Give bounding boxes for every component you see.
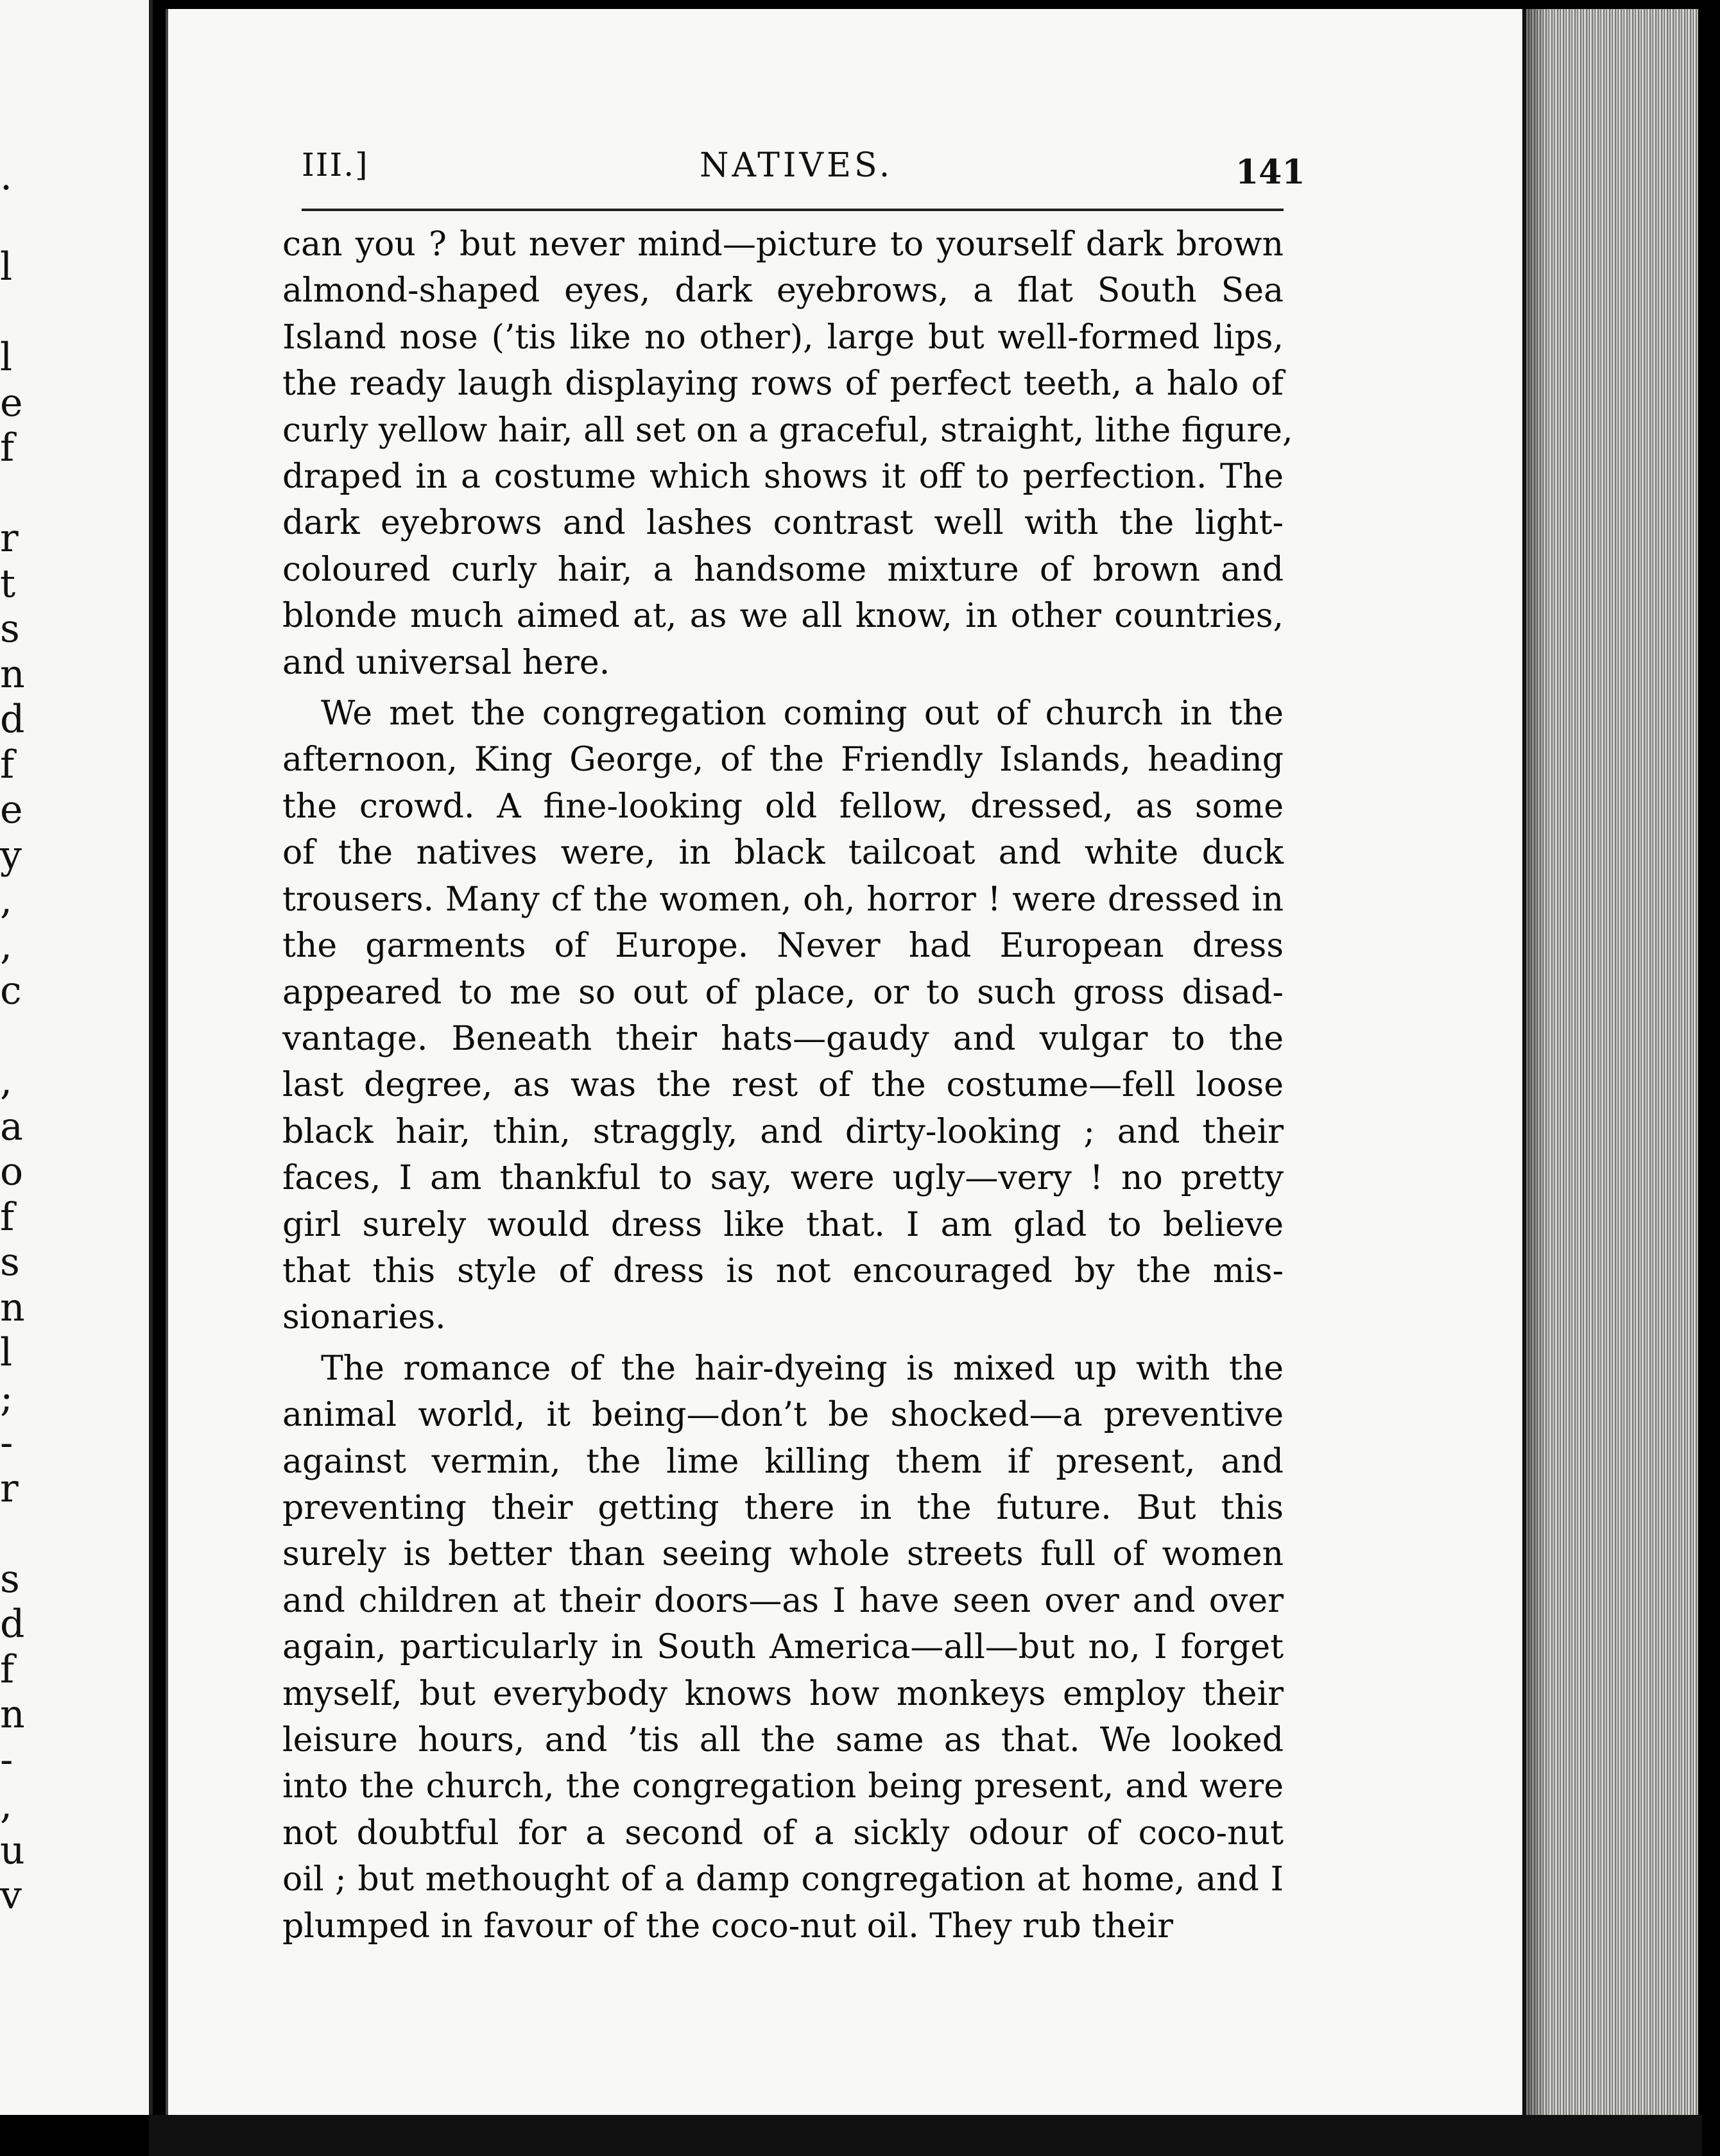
- text-line: the ready laugh displaying rows of perfect teeth, a halo of: [282, 364, 1284, 404]
- text-line: sionaries.: [282, 1298, 446, 1337]
- text-line: faces, I am thankful to say, were ugly—very ! no pretty: [282, 1159, 1284, 1198]
- text-line: surely is better than seeing whole streets full of women: [282, 1535, 1284, 1574]
- text-line: curly yellow hair, all set on a graceful, straight, lithe figure,: [282, 411, 1293, 450]
- text-line: trousers. Many cf the women, oh, horror ! were dressed in: [282, 880, 1284, 919]
- paragraph-3: [282, 1346, 1284, 1949]
- text-line: afternoon, King George, of the Friendly Islands, heading: [282, 740, 1284, 780]
- text-line: appeared to me so out of place, or to such gross disad-: [282, 973, 1284, 1012]
- text-line: oil ; but methought of a damp congregation at home, and I: [282, 1860, 1284, 1899]
- previous-page-fragment: [0, 0, 153, 2115]
- text-line: again, particularly in South America—all—but no, I forget: [282, 1628, 1284, 1667]
- page-fore-edge: [1522, 9, 1698, 2133]
- text-line: not doubtful for a second of a sickly odour of coco-nut: [282, 1813, 1284, 1852]
- fore-edge-shadow: [1522, 9, 1548, 2133]
- text-line: black hair, thin, straggly, and dirty-looking ; and their: [282, 1112, 1284, 1151]
- text-line: draped in a costume which shows it off to perfection. The: [282, 458, 1284, 497]
- page-number: 141: [1235, 153, 1305, 192]
- running-title: NATIVES.: [700, 146, 893, 185]
- text-line: almond-shaped eyes, dark eyebrows, a flat South Sea: [282, 271, 1284, 311]
- text-line: girl surely would dress like that. I am glad to believe: [282, 1205, 1284, 1244]
- text-line: of the natives were, in black tailcoat and white duck: [282, 834, 1284, 873]
- text-line: the crowd. A fine-looking old fellow, dressed, as some: [282, 787, 1284, 826]
- text-line: The romance of the hair-dyeing is mixed up with the: [321, 1349, 1284, 1388]
- body-text: [282, 221, 1293, 1954]
- text-line: leisure hours, and ’tis all the same as that. We looked: [282, 1721, 1284, 1759]
- scan-bottom-border: [149, 2115, 1702, 2156]
- text-line: Island nose (’tis like no other), large but well-formed lips,: [282, 318, 1284, 357]
- text-line: preventing their getting there in the future. But this: [282, 1488, 1284, 1527]
- running-head: [302, 140, 1305, 192]
- text-line: myself, but everybody knows how monkeys employ their: [282, 1674, 1284, 1713]
- text-line: against vermin, the lime killing them if present, and: [282, 1442, 1284, 1481]
- text-line: the garments of Europe. Never had European dress: [282, 927, 1284, 966]
- text-line: dark eyebrows and lashes contrast well with the light-: [282, 504, 1284, 543]
- text-line: animal world, it being—don’t be shocked—a preventive: [282, 1396, 1284, 1435]
- paragraph-1: [282, 221, 1293, 686]
- text-line: that this style of dress is not encouraged by the mis-: [282, 1251, 1284, 1290]
- text-line: last degree, as was the rest of the costume—fell loose: [282, 1066, 1284, 1105]
- text-line: and universal here.: [282, 643, 610, 682]
- text-line: We met the congregation coming out of church in the: [321, 694, 1284, 733]
- text-line: and children at their doors—as I have seen over and over: [282, 1581, 1284, 1620]
- text-line: vantage. Beneath their hats—gaudy and vulgar to the: [282, 1019, 1284, 1058]
- text-line: into the church, the congregation being present, and were: [282, 1767, 1284, 1806]
- text-line: plumped in favour of the coco-nut oil. They rub their: [282, 1906, 1173, 1946]
- text-line: blonde much aimed at, as we all know, in other countries,: [282, 597, 1284, 636]
- text-line: coloured curly hair, a handsome mixture of brown and: [282, 550, 1284, 589]
- text-line: can you ? but never mind—picture to yourself dark brown: [282, 225, 1284, 264]
- paragraph-2: [282, 690, 1284, 1341]
- header-rule: [302, 209, 1284, 211]
- chapter-label: III.]: [302, 146, 369, 184]
- previous-page-edge-text: . l l e f r t s n d f e y , , c , a o f s n l ; - r s d f n - , u v: [0, 154, 25, 1918]
